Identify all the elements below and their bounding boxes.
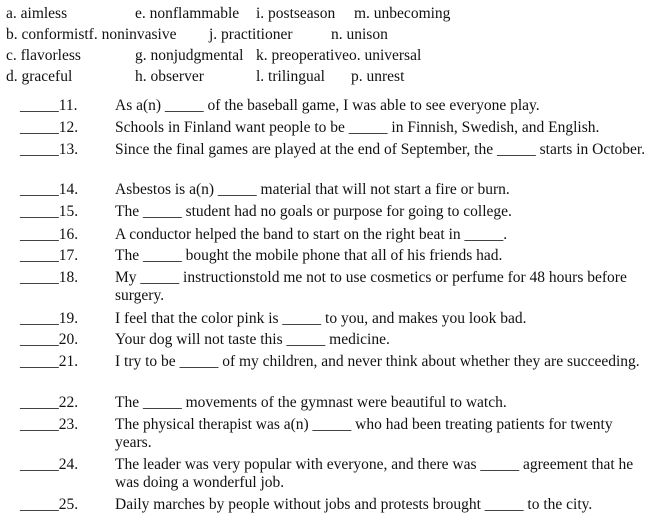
question-number-blank: _____22. [20,394,79,411]
question-number-blank: _____25. [20,496,79,513]
word-bank-item: p. unrest [351,68,405,85]
question-number-blank: _____24. [20,456,79,473]
question-text: The _____ student had no goals or purpose for going to college. [115,203,512,220]
question-text: A conductor helped the band to start on the right beat in _____. [115,226,508,243]
word-bank-item: a. aimless [6,5,68,22]
word-bank-item: h. observer [135,68,204,85]
question-number-blank: _____18. [20,269,79,286]
word-bank-item: l. trilingual [256,68,325,85]
question-number-blank: _____14. [20,181,79,198]
question-text: Schools in Finland want people to be _____ in Finnish, Swedish, and English. [115,119,600,136]
question-text: The _____ bought the mobile phone that all of his friends had. [115,247,503,264]
word-bank-item: n. unison [331,26,388,43]
question-number-blank: _____23. [20,416,79,433]
word-bank-item: e. nonflammable [135,5,240,22]
question-number-blank: _____20. [20,331,79,348]
question-text: The leader was very popular with everyone, and there was _____ agreement that he was doing a wonderful job. [115,456,634,491]
question-number-blank: _____13. [20,141,79,158]
question-text: Daily marches by people without jobs and protests brought _____ to the city. [115,496,593,513]
word-bank-item: b. conformistf. noninvasive [6,26,177,43]
question-text: Asbestos is a(n) _____ material that will not start a fire or burn. [115,181,510,198]
word-bank-item: c. flavorless [6,47,81,64]
question-number-blank: _____19. [20,310,79,327]
question-text: I feel that the color pink is _____ to you, and makes you look bad. [115,310,527,327]
question-text: The physical therapist was a(n) _____ who had been treating patients for twenty years. [115,416,613,451]
question-number-blank: _____12. [20,119,79,136]
word-bank-item: i. postseason [256,5,336,22]
word-bank-item: k. preoperativeo. universal [256,47,422,64]
question-number-blank: _____15. [20,203,79,220]
question-text: My _____ instructionstold me not to use cosmetics or perfume for 48 hours before surgery. [115,269,627,304]
word-bank-item: j. practitioner [209,26,293,43]
question-text: Since the final games are played at the end of September, the _____ starts in October. [115,141,646,158]
question-number-blank: _____16. [20,226,79,243]
word-bank-item: g. nonjudgmental [135,47,244,64]
question-number-blank: _____21. [20,353,79,370]
question-text: As a(n) _____ of the baseball game, I was able to see everyone play. [115,97,540,114]
question-number-blank: _____11. [20,97,78,114]
word-bank-item: d. graceful [6,68,73,85]
question-text: Your dog will not taste this _____ medicine. [115,331,390,348]
word-bank-item: m. unbecoming [354,5,451,22]
question-text: The _____ movements of the gymnast were beautiful to watch. [115,394,507,411]
question-text: I try to be _____ of my children, and never think about whether they are succeeding. [115,353,640,370]
question-number-blank: _____17. [20,247,79,264]
